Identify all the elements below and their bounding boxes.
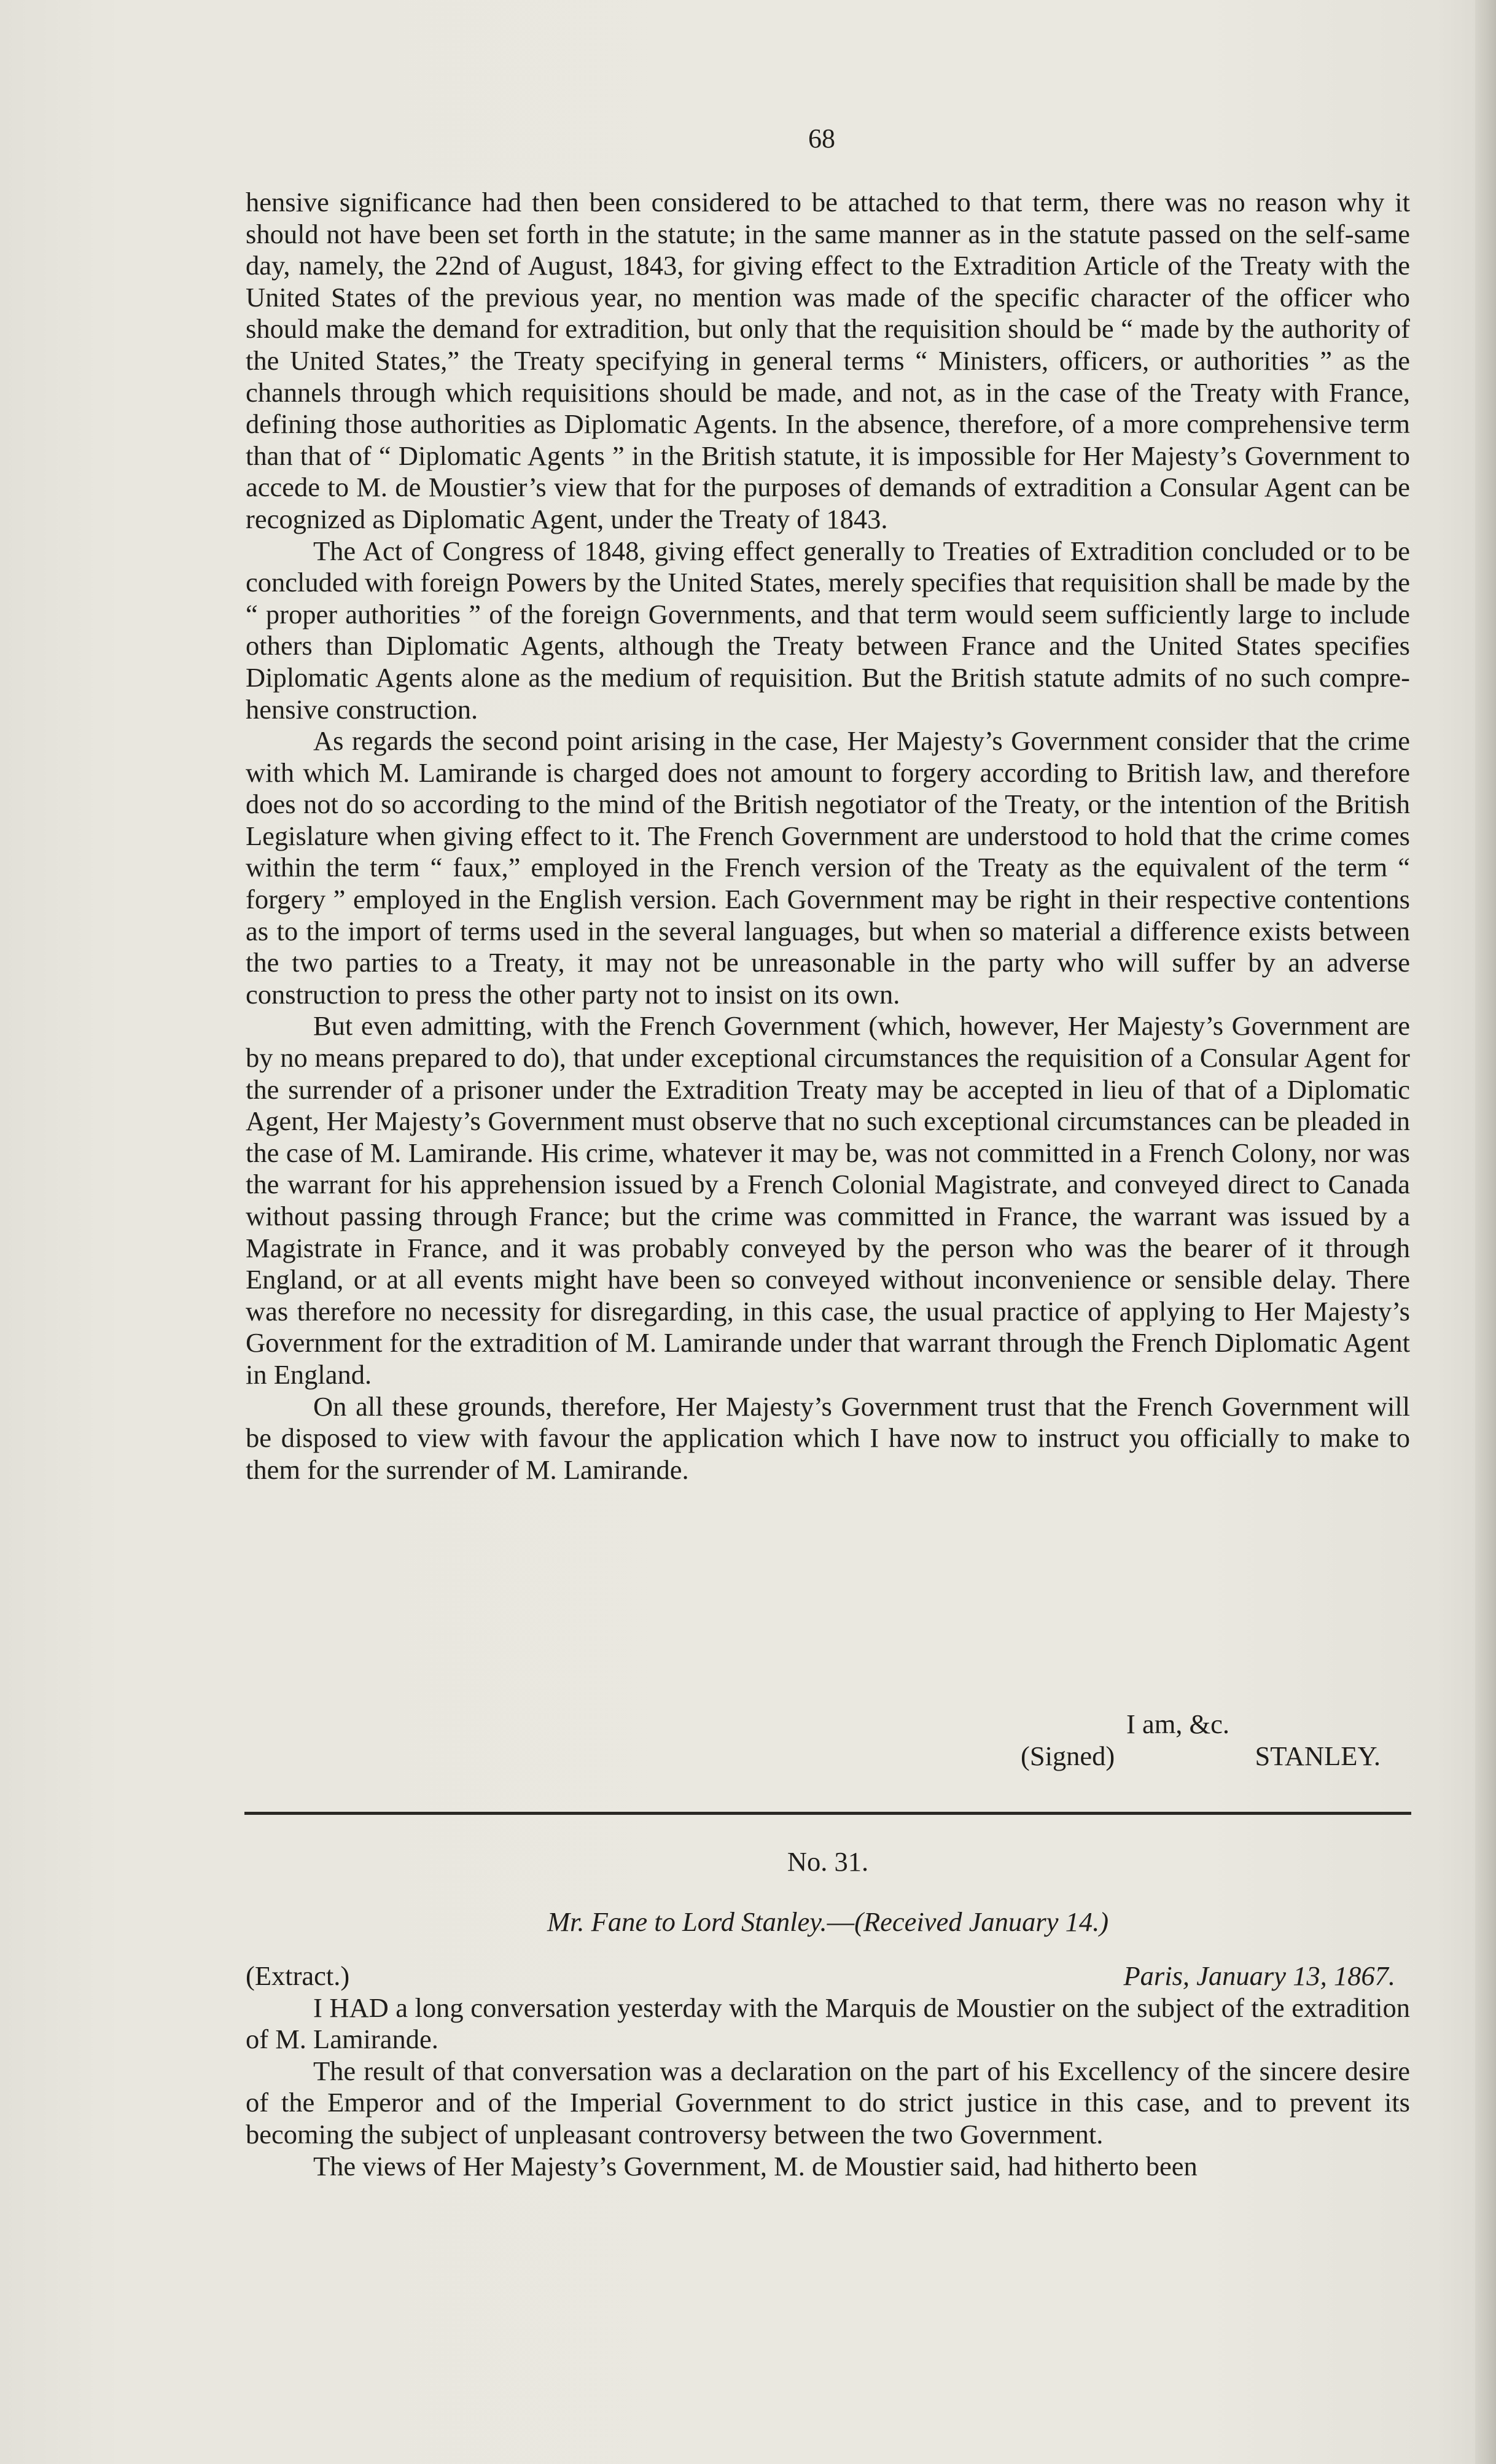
heading-dash: — bbox=[827, 1906, 855, 1937]
signature: STANLEY. bbox=[1255, 1740, 1381, 1771]
page-number: 68 bbox=[808, 123, 835, 154]
paragraph-4: But even admitting, with the French Government (which, however, Her Majesty’s Government are by no means prepared to do), that under exceptional circumstances the requisition of a Consular Agent for the surrender of a prisoner under the Extradition Treaty may be accepted in lieu of that of a Diplomatic Agent, Her Majesty’s Government must observe that no such exceptional circumstances can be pleaded in the case of M. Lamirande. His crime, whatever it may be, was not committed in a French Colony, nor was the warrant for his apprehension issued by a French Colonial Magistrate, and conveyed direct to Canada without passing through France; but the crime was committed in France, the warrant was issued by a Magistrate in France, and it was probably conveyed by the person who was the bearer of it through England, or at all events might have been so conveyed without inconvenience or sensible delay. There was therefore no necessity for disregarding, in this case, the usual practice of applying to Her Majesty’s Government for the extradition of M. Lamirande under that warrant through the French Diplomatic Agent in England. bbox=[246, 1010, 1410, 1390]
signoff bbox=[246, 1709, 1410, 1772]
extract-row bbox=[246, 1960, 1410, 1992]
paragraph-3: As regards the second point arising in the case, Her Majesty’s Government consider that the crime with which M. Lamirande is charged does not amount to forgery according to British law, and therefore does not do so according to the mind of the British negotiator of the Treaty, or the intention of the British Legislature when giving effect to it. The French Government are understood to hold that the crime comes within the term “ faux,” employed in the French version of the Treaty as the equivalent of the term “ forgery ” employed in the English version. Each Government may be right in their respective contentions as to the import of terms used in the several languages, but when so material a difference exists between the two parties to a Treaty, it may not be unreasonable in the party who will suffer by an adverse construction to press the other party not to insist on its own. bbox=[246, 725, 1410, 1010]
second-letter bbox=[246, 1960, 1410, 2182]
paragraph-7: The result of that conversation was a declaration on the part of his Excellency of the sincere desire of the Emperor and of the Imperial Government to do strict justice in this case, and to prevent its becoming the subject of unpleasant controversy between the two Government. bbox=[246, 2055, 1410, 2150]
paragraph-6: I HAD a long conversation yesterday with the Marquis de Moustier on the subject of the extradition of M. Lamirande. bbox=[246, 1992, 1410, 2055]
signature-line bbox=[246, 1741, 1410, 1772]
page-edge bbox=[1475, 0, 1496, 2464]
letter-heading bbox=[246, 1906, 1410, 1938]
closing-line: I am, &c. bbox=[1126, 1709, 1230, 1739]
paragraph-2: The Act of Congress of 1848, giving effect generally to Treaties of Extradition concluded or to be concluded with foreign Powers by the United States, merely specifies that requisition shall be made by the “ proper authorities ” of the foreign Governments, and that term would seem sufficiently large to include others than Diplomatic Agents, although the Treaty between France and the United States specifies Diplomatic Agents alone as the medium of requisition. But the British statute admits of no such compre-hensive construction. bbox=[246, 535, 1410, 725]
heading-sender: Mr. Fane to Lord Stanley. bbox=[547, 1906, 827, 1937]
paragraph-5: On all these grounds, therefore, Her Majesty’s Government trust that the French Government will be disposed to view with favour the application which I have now to instruct you officially to make to them for the surrender of M. Lamirande. bbox=[246, 1390, 1410, 1485]
extract-label: (Extract.) bbox=[246, 1960, 350, 1991]
paragraph-1: hensive significance had then been considered to be attached to that term, there was no reason why it should not have been set forth in the statute; in the same manner as in the statute passed on the self-same day, namely, the 22nd of August, 1843, for giving effect to the Extradition Article of the Treaty with the United States of the previous year, no mention was made of the specific character of the officer who should make the demand for extradition, but only that the requisition should be “ made by the authority of the United States,” the Treaty specifying in general terms “ Ministers, officers, or authorities ” as the channels through which requisitions should be made, and not, as in the case of the Treaty with France, defining those authorities as Diplomatic Agents. In the absence, therefore, of a more comprehensive term than that of “ Diplomatic Agents ” in the British statute, it is impossible for Her Majesty’s Government to accede to M. de Moustier’s view that for the purposes of demands of extradition a Consular Agent can be recognized as Diplomatic Agent, under the Treaty of 1843. bbox=[246, 187, 1410, 534]
paragraph-8: The views of Her Majesty’s Government, M. de Moustier said, had hitherto been bbox=[313, 2150, 1198, 2181]
signed-label: (Signed) bbox=[1021, 1740, 1115, 1771]
section-divider bbox=[244, 1812, 1411, 1815]
letter-body bbox=[246, 187, 1410, 1486]
doc-number: No. 31. bbox=[787, 1846, 869, 1877]
heading-received: (Received January 14.) bbox=[854, 1906, 1109, 1937]
place-date: Paris, January 13, 1867. bbox=[1123, 1960, 1395, 1991]
